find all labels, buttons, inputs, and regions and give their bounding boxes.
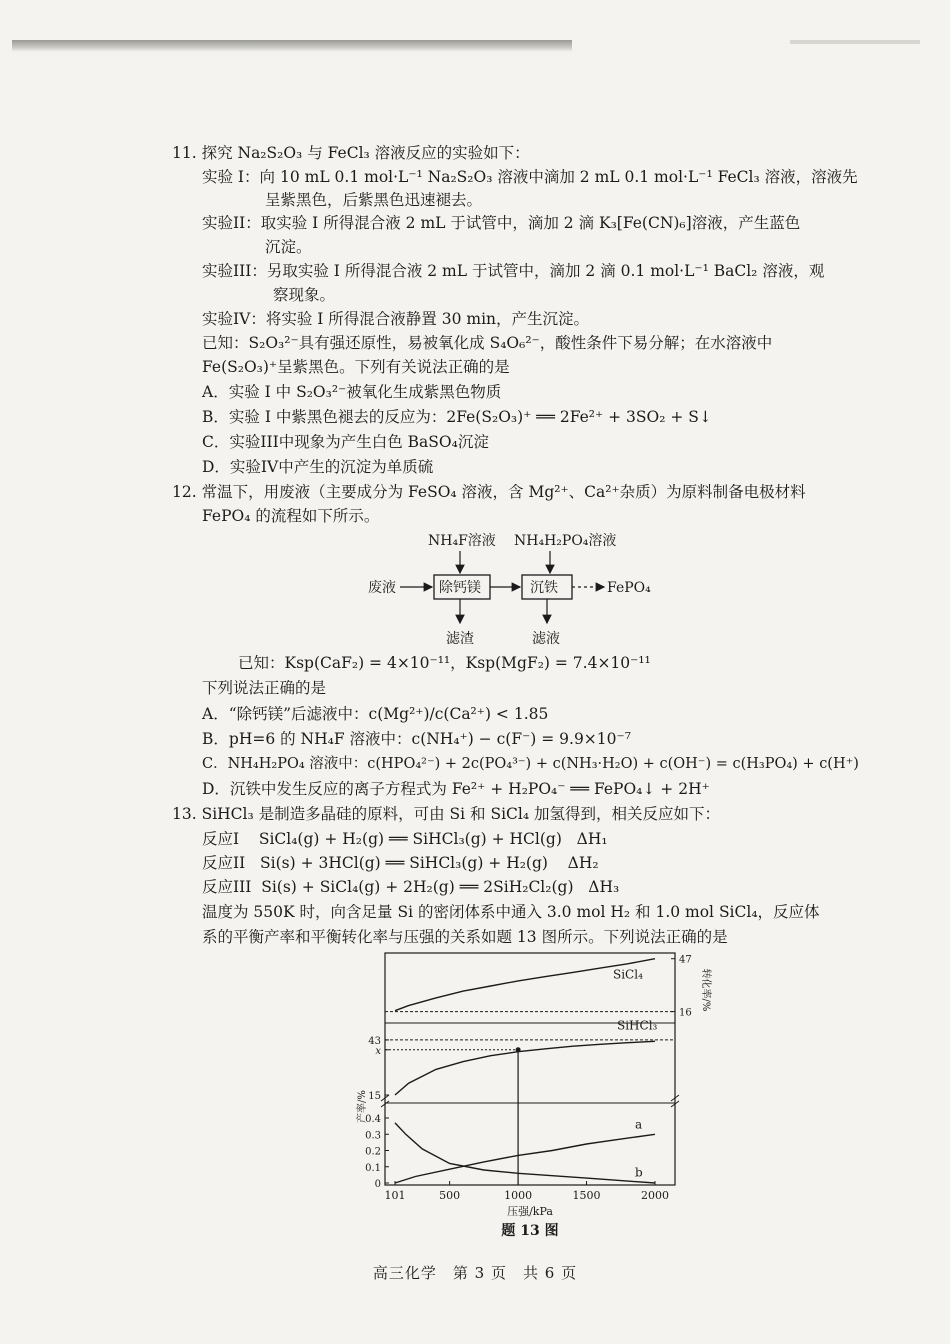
scan-edge-artifact-right: [790, 40, 920, 44]
q11-exp2-cont: 沉淀。: [265, 238, 312, 256]
q11-exp1-cont: 呈紫黑色，后紫黑色迅速褪去。: [265, 191, 483, 209]
q11-option-b: B．实验 I 中紫黑色褪去的反应为：2Fe(S₂O₃)⁺ ══ 2Fe²⁺ + 3SO₂ + S↓: [202, 408, 712, 426]
q12-option-d: D．沉铁中发生反应的离子方程式为 Fe²⁺ + H₂PO₄⁻ ══ FePO₄↓ + 2H⁺: [202, 780, 710, 798]
flow-residue1: 滤渣: [446, 631, 474, 647]
series-line-lower-a: [395, 1134, 655, 1183]
series-line-lower-b: [395, 1123, 655, 1183]
q12-option-b: B．pH=6 的 NH₄F 溶液中：c(NH₄⁺) − c(F⁻) = 9.9×10⁻⁷: [202, 730, 631, 748]
q12-option-c: C．NH₄H₂PO₄ 溶液中：c(HPO₄²⁻) + 2c(PO₄³⁻) + c(NH₃·H₂O) + c(OH⁻) = c(H₃PO₄) + c(H⁺): [202, 756, 859, 772]
chart-caption: 题 13 图: [501, 1223, 559, 1239]
x-tick-label: 1000: [504, 1189, 533, 1202]
flow-step1: 除钙镁: [439, 580, 481, 596]
q13-chart: [355, 945, 735, 1245]
y-axis-label-right: 转化率/%: [700, 968, 711, 1012]
y-tick-label-mid: x: [375, 1045, 381, 1057]
q12-option-a: A．“除钙镁”后滤液中：c(Mg²⁺)/c(Ca²⁺) < 1.85: [202, 705, 549, 723]
flow-reagent-nh4h2po4: NH₄H₂PO₄溶液: [514, 533, 617, 549]
x-tick-label: 1500: [572, 1189, 601, 1202]
y-tick-label-lower: 0.4: [365, 1114, 381, 1125]
q13-condition: 温度为 550K 时，向含足量 Si 的密闭体系中通入 3.0 mol H₂ 和 1.0 mol SiCl₄，反应体: [202, 903, 820, 921]
y-tick-label-upper: 16: [679, 1007, 692, 1019]
chart-frame: [385, 953, 675, 1185]
x-axis-label: 压强/kPa: [507, 1205, 553, 1218]
y-axis-label-left: 产率/%: [357, 1090, 368, 1123]
flow-reagent-nh4f: NH₄F溶液: [428, 533, 496, 549]
flow-residue2: 滤液: [532, 631, 560, 647]
q13-reaction-3: 反应III Si(s) + SiCl₄(g) + 2H₂(g) ══ 2SiH₂Cl₂(g) ΔH₃: [202, 878, 620, 896]
y-tick-label-lower: 0.3: [365, 1130, 381, 1142]
q11-option-c: C．实验III中现象为产生白色 BaSO₄沉淀: [202, 433, 489, 451]
page-footer: 高三化学 第 3 页 共 6 页: [372, 1264, 578, 1282]
q11-option-a: A．实验 I 中 S₂O₃²⁻被氧化生成紫黑色物质: [202, 383, 502, 401]
q12-ask: 下列说法正确的是: [202, 679, 327, 697]
y-tick-label-upper: 47: [679, 954, 692, 966]
series-label: SiCl₄: [613, 967, 643, 982]
flow-product: FePO₄: [607, 580, 651, 596]
y-tick-label-mid: 43: [368, 1035, 381, 1047]
q13-condition-cont: 系的平衡产率和平衡转化率与压强的关系如题 13 图所示。下列说法正确的是: [202, 928, 728, 946]
y-tick-label-lower: 0: [374, 1179, 381, 1190]
q11-exp1: 实验 I：向 10 mL 0.1 mol·L⁻¹ Na₂S₂O₃ 溶液中滴加 2 mL 0.1 mol·L⁻¹ FeCl₃ 溶液，溶液先: [202, 168, 858, 186]
flow-step2: 沉铁: [530, 580, 558, 596]
flow-input: 废液: [368, 580, 396, 596]
series-line-upper-SiCl₄: [395, 959, 655, 1011]
q11-known-cont: Fe(S₂O₃)⁺呈紫黑色。下列有关说法正确的是: [202, 358, 510, 376]
scan-edge-artifact: [12, 40, 572, 52]
x-tick-label: 2000: [641, 1189, 669, 1202]
x-tick-label: 101: [384, 1189, 406, 1202]
q11-option-d: D．实验IV中产生的沉淀为单质硫: [202, 458, 434, 476]
series-label: a: [635, 1117, 643, 1132]
q11-known: 已知：S₂O₃²⁻具有强还原性，易被氧化成 S₄O₆²⁻，酸性条件下易分解；在水溶液中: [202, 334, 773, 352]
q13-stem: 13. SiHCl₃ 是制造多晶硅的原料，可由 Si 和 SiCl₄ 加氢得到，相关反应如下：: [172, 805, 721, 823]
flow-diagram: [350, 525, 690, 653]
q13-reaction-1: 反应I SiCl₄(g) + H₂(g) ══ SiHCl₃(g) + HCl(g) ΔH₁: [202, 830, 608, 848]
y-tick-label-mid: 15: [368, 1091, 381, 1102]
q12-known: 已知：Ksp(CaF₂) = 4×10⁻¹¹，Ksp(MgF₂) = 7.4×10⁻¹¹: [238, 654, 651, 672]
q13-reaction-2: 反应II Si(s) + 3HCl(g) ══ SiHCl₃(g) + H₂(g) ΔH₂: [202, 854, 599, 872]
series-label: b: [635, 1165, 643, 1180]
y-tick-label-lower: 0.1: [365, 1162, 381, 1174]
x-tick-label: 500: [439, 1189, 461, 1202]
y-tick-label-lower: 0.2: [365, 1146, 381, 1158]
q12-stem: 12. 常温下，用废液（主要成分为 FeSO₄ 溶液，含 Mg²⁺、Ca²⁺杂质）为原料制备电极材料: [172, 483, 806, 501]
q11-exp2: 实验II：取实验 I 所得混合液 2 mL 于试管中，滴加 2 滴 K₃[Fe(CN)₆]溶液，产生蓝色: [202, 214, 801, 232]
q11-exp3-cont: 察现象。: [273, 286, 336, 304]
q11-exp4: 实验IV：将实验 I 所得混合液静置 30 min，产生沉淀。: [202, 310, 590, 328]
series-label: SiHCl₃: [617, 1018, 658, 1033]
marker-point: [516, 1047, 521, 1052]
q11-stem: 11. 探究 Na₂S₂O₃ 与 FeCl₃ 溶液反应的实验如下：: [172, 144, 530, 162]
q12-stem-cont: FePO₄ 的流程如下所示。: [202, 507, 380, 525]
q11-exp3: 实验III：另取实验 I 所得混合液 2 mL 于试管中，滴加 2 滴 0.1 mol·L⁻¹ BaCl₂ 溶液，观: [202, 262, 825, 280]
